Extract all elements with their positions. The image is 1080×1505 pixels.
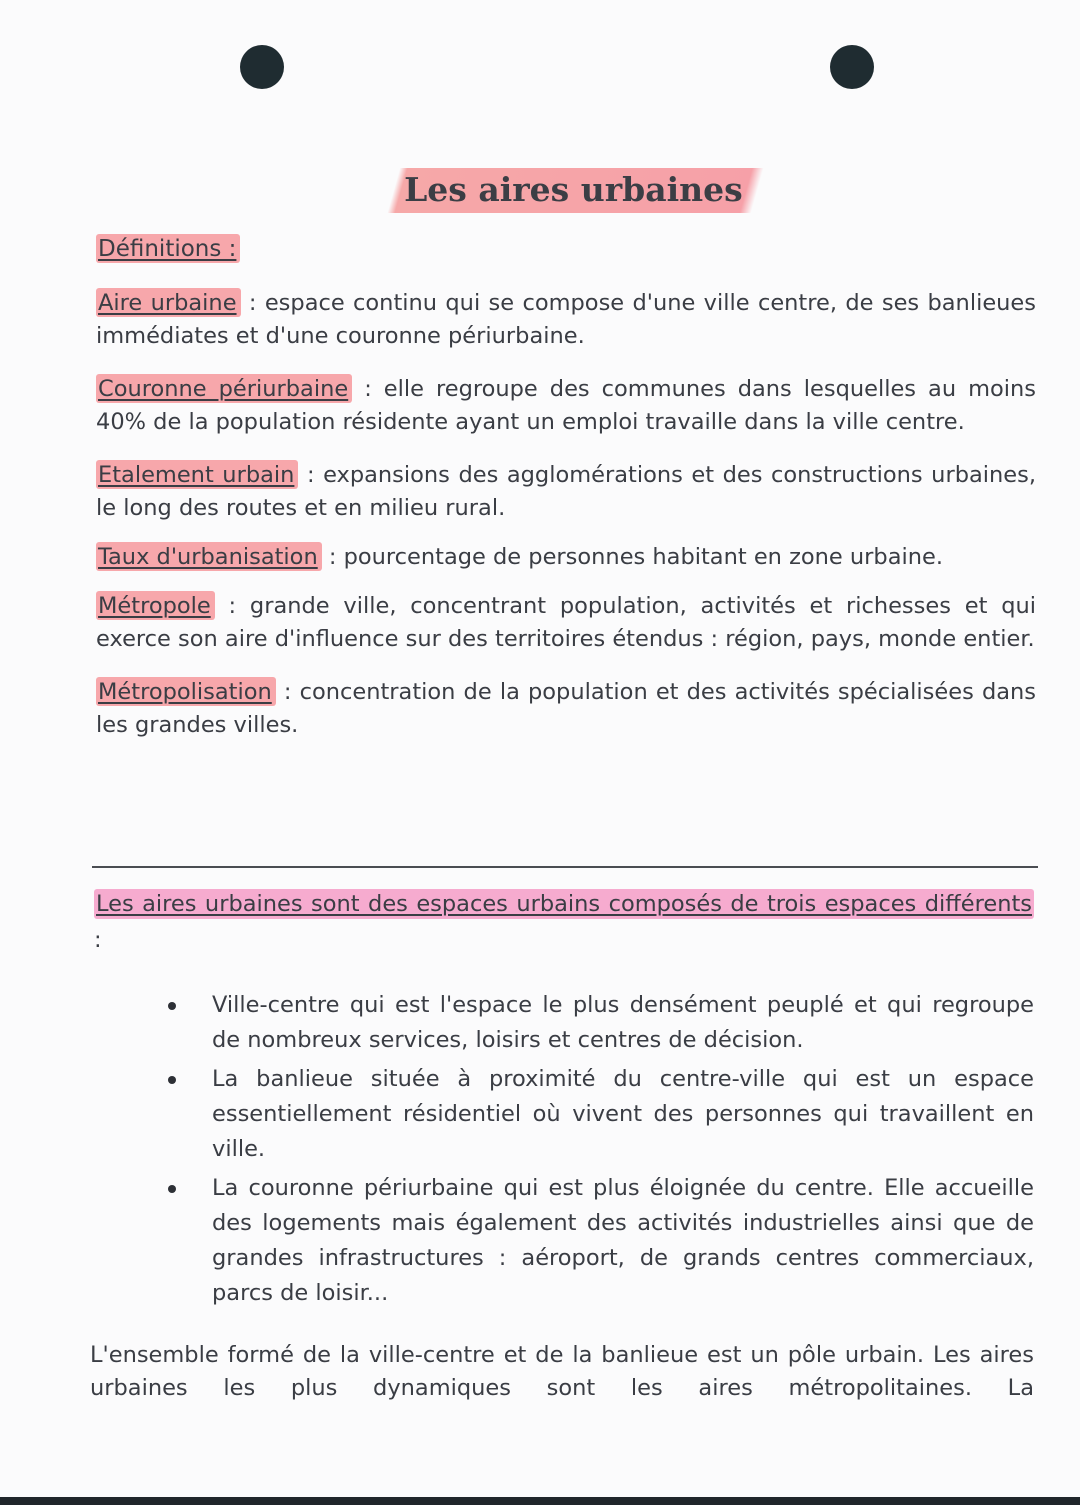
definitions-list <box>96 287 1036 762</box>
definition-text: : grande ville, concentrant population, activités et richesses et qui exerce son aire d'influence sur des territoires étendus : région, pays, monde entier. <box>96 593 1036 652</box>
list-item-text: La banlieue située à proximité du centre-ville qui est un espace essentiellement résidentiel où vivent des personnes qui travaillent en ville. <box>212 1066 1034 1162</box>
definition-term: Taux d'urbanisation <box>96 542 322 571</box>
list-item-text: Ville-centre qui est l'espace le plus densément peuplé et qui regroupe de nombreux services, loisirs et centres de décision. <box>212 992 1034 1053</box>
definitions-heading: Définitions : <box>96 236 240 262</box>
binder-hole-left <box>240 45 284 89</box>
definition-item <box>96 590 1036 656</box>
definition-item <box>96 676 1036 742</box>
section-divider <box>92 866 1038 868</box>
urban-areas-section <box>90 886 1034 1405</box>
definition-term: Métropolisation <box>96 677 276 706</box>
definition-term: Etalement urbain <box>96 460 298 489</box>
page-title: Les aires urbaines <box>387 168 762 213</box>
section-intro-highlight: Les aires urbaines sont des espaces urbains composés de trois espaces différents <box>96 891 1032 917</box>
definition-text: : pourcentage de personnes habitant en zone urbaine. <box>321 544 944 570</box>
definition-item <box>96 287 1036 353</box>
bullet-icon <box>168 1002 176 1010</box>
page-bottom-edge <box>0 1497 1080 1505</box>
definition-item <box>96 459 1036 525</box>
bullet-icon <box>168 1076 176 1084</box>
definition-item <box>96 373 1036 439</box>
list-item-text: La couronne périurbaine qui est plus éloignée du centre. Elle accueille des logements mais également des activités industrielles ainsi que de grandes infrastructures : aéroport, de grands centres commerciaux, parcs de loisir... <box>212 1175 1034 1306</box>
definition-text: : elle regroupe des communes dans lesquelles au moins 40% de la population résidente ayant un emploi travaille dans la ville centre. <box>96 376 1036 435</box>
definition-term: Couronne périurbaine <box>96 374 352 403</box>
bullet-list <box>94 988 1034 1311</box>
list-item <box>212 1171 1034 1311</box>
conclusion-paragraph: L'ensemble formé de la ville-centre et de la banlieue est un pôle urbain. Les aires urbaines les plus dynamiques sont les aires métropolitaines. La <box>90 1342 1034 1401</box>
definition-text: : expansions des agglomérations et des constructions urbaines, le long des routes et en milieu rural. <box>96 462 1036 521</box>
list-item <box>212 1062 1034 1167</box>
list-item <box>212 988 1034 1058</box>
binder-hole-right <box>830 45 874 89</box>
definition-term: Aire urbaine <box>96 288 241 317</box>
definition-text: : concentration de la population et des activités spécialisées dans les grandes villes. <box>96 679 1036 738</box>
definition-item <box>96 541 1036 574</box>
section-intro <box>94 886 1034 958</box>
definition-text: : espace continu qui se compose d'une ville centre, de ses banlieues immédiates et d'une couronne périurbaine. <box>96 290 1036 349</box>
section-intro-suffix: : <box>94 927 102 953</box>
definition-term: Métropole <box>96 591 215 620</box>
bullet-icon <box>168 1185 176 1193</box>
title-container <box>0 168 1080 213</box>
